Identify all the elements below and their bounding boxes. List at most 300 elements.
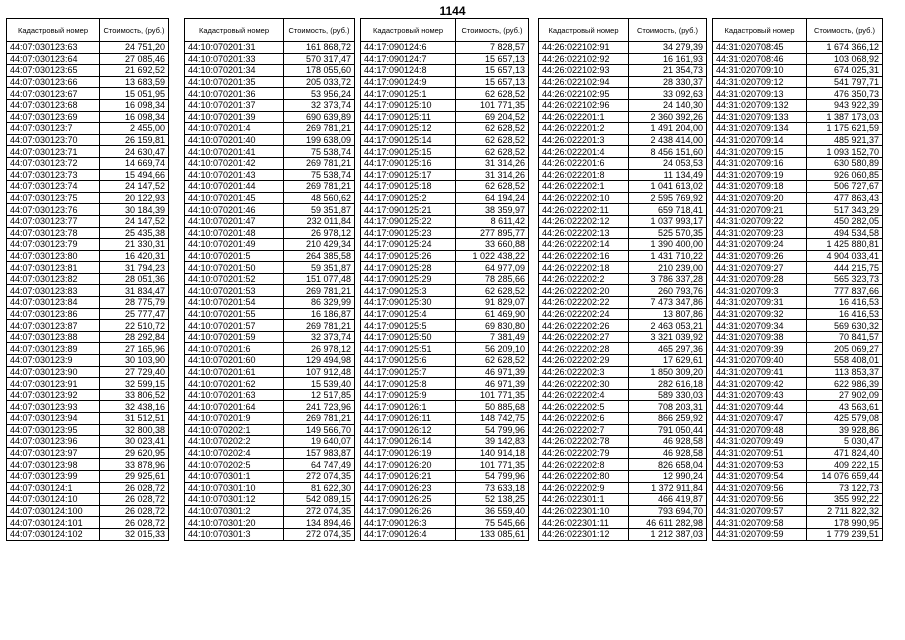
cadastral-number-cell: 44:07:030124:102 <box>7 528 100 540</box>
table-row <box>7 297 169 309</box>
cost-cell: 46 611 282,98 <box>629 517 707 529</box>
cadastral-number-cell: 44:26:022102:95 <box>539 88 629 100</box>
cost-cell: 450 282,05 <box>807 215 883 227</box>
table-row <box>713 378 883 390</box>
table-row <box>7 250 169 262</box>
cost-cell: 444 215,75 <box>807 262 883 274</box>
cost-cell: 29 925,61 <box>100 470 169 482</box>
cost-cell: 277 895,77 <box>456 227 529 239</box>
cadastral-number-cell: 44:31:020709:48 <box>713 424 807 436</box>
table-row <box>185 378 355 390</box>
cost-cell: 101 771,35 <box>456 99 529 111</box>
table-row <box>185 181 355 193</box>
table-row <box>361 53 529 65</box>
cadastral-number-cell: 44:10:070301:12 <box>185 494 284 506</box>
cost-cell: 27 902,09 <box>807 389 883 401</box>
cost-cell: 1 491 204,00 <box>629 123 707 135</box>
table-row <box>185 355 355 367</box>
cost-cell: 16 420,31 <box>100 250 169 262</box>
cadastral-number-cell: 44:10:070201:53 <box>185 285 284 297</box>
table-row <box>7 413 169 425</box>
table-row <box>713 470 883 482</box>
table-row <box>361 65 529 77</box>
table-header-row <box>539 19 707 42</box>
table-row <box>185 297 355 309</box>
cadastral-number-cell: 44:31:020709:10 <box>713 65 807 77</box>
register-table <box>6 18 169 541</box>
cost-cell: 7 828,57 <box>456 42 529 54</box>
table-row <box>7 88 169 100</box>
table-row <box>539 53 707 65</box>
cost-cell: 708 203,31 <box>629 401 707 413</box>
cadastral-number-cell: 44:17:090126:3 <box>361 517 456 529</box>
cost-cell: 27 085,46 <box>100 53 169 65</box>
table-header-row <box>361 19 529 42</box>
cost-cell: 32 800,38 <box>100 424 169 436</box>
cost-cell: 46 971,39 <box>456 378 529 390</box>
header-cost: Стоимость, (руб.) <box>629 19 707 42</box>
cadastral-number-cell: 44:31:020709:14 <box>713 134 807 146</box>
cost-cell: 56 209,10 <box>456 343 529 355</box>
table-row <box>7 285 169 297</box>
cadastral-number-cell: 44:07:030123:87 <box>7 320 100 332</box>
cost-cell: 5 030,47 <box>807 436 883 448</box>
cadastral-number-cell: 44:26:022202:11 <box>539 204 629 216</box>
cadastral-number-cell: 44:26:022102:92 <box>539 53 629 65</box>
table-row <box>713 482 883 494</box>
cost-cell: 32 373,74 <box>284 99 355 111</box>
cadastral-number-cell: 44:17:090126:23 <box>361 482 456 494</box>
table-row <box>361 436 529 448</box>
cadastral-number-cell: 44:07:030123:95 <box>7 424 100 436</box>
cost-cell: 24 053,53 <box>629 157 707 169</box>
table-row <box>539 42 707 54</box>
cadastral-number-cell: 44:10:070201:33 <box>185 53 284 65</box>
table-row <box>539 413 707 425</box>
table-row <box>361 99 529 111</box>
table-header-row <box>7 19 169 42</box>
cost-cell: 24 630,47 <box>100 146 169 158</box>
register-column-1 <box>6 18 169 541</box>
table-row <box>185 99 355 111</box>
cost-cell: 16 098,34 <box>100 111 169 123</box>
table-row <box>7 239 169 251</box>
cadastral-number-cell: 44:26:022202:14 <box>539 239 629 251</box>
table-row <box>539 99 707 111</box>
cadastral-number-cell: 44:17:090126:21 <box>361 470 456 482</box>
cost-cell: 149 566,70 <box>284 424 355 436</box>
cadastral-number-cell: 44:10:070201:4 <box>185 123 284 135</box>
cost-cell: 28 775,79 <box>100 297 169 309</box>
table-row <box>185 53 355 65</box>
table-row <box>361 111 529 123</box>
cadastral-number-cell: 44:26:022201:8 <box>539 169 629 181</box>
table-row <box>539 169 707 181</box>
cost-cell: 355 992,22 <box>807 494 883 506</box>
cost-cell: 178 055,60 <box>284 65 355 77</box>
table-row <box>361 494 529 506</box>
table-row <box>713 528 883 540</box>
cost-cell: 1 175 621,59 <box>807 123 883 135</box>
table-row <box>361 134 529 146</box>
cadastral-number-cell: 44:07:030123:88 <box>7 331 100 343</box>
cost-cell: 62 628,52 <box>456 134 529 146</box>
register-column-4 <box>538 18 707 541</box>
cadastral-number-cell: 44:31:020709:18 <box>713 181 807 193</box>
table-row <box>185 192 355 204</box>
cost-cell: 134 894,46 <box>284 517 355 529</box>
cadastral-number-cell: 44:26:022202:78 <box>539 436 629 448</box>
cost-cell: 129 494,98 <box>284 355 355 367</box>
cadastral-number-cell: 44:10:070201:63 <box>185 389 284 401</box>
cadastral-number-cell: 44:26:022202:27 <box>539 331 629 343</box>
cadastral-number-cell: 44:26:022202:5 <box>539 401 629 413</box>
cost-cell: 21 692,52 <box>100 65 169 77</box>
cost-cell: 28 330,37 <box>629 76 707 88</box>
cadastral-number-cell: 44:07:030123:69 <box>7 111 100 123</box>
header-cadastral-number: Кадастровый номер <box>539 19 629 42</box>
cost-cell: 1 850 309,20 <box>629 366 707 378</box>
table-row <box>713 42 883 54</box>
cadastral-number-cell: 44:31:020709:13 <box>713 88 807 100</box>
table-row <box>7 204 169 216</box>
cost-cell: 674 025,31 <box>807 65 883 77</box>
cost-cell: 140 914,18 <box>456 447 529 459</box>
cadastral-number-cell: 44:17:090125:29 <box>361 273 456 285</box>
cadastral-number-cell: 44:10:070201:42 <box>185 157 284 169</box>
table-row <box>185 389 355 401</box>
cost-cell: 1 022 438,22 <box>456 250 529 262</box>
cost-cell: 61 469,90 <box>456 308 529 320</box>
table-row <box>539 297 707 309</box>
table-row <box>539 505 707 517</box>
cadastral-number-cell: 44:10:070201:37 <box>185 99 284 111</box>
table-row <box>539 517 707 529</box>
cost-cell: 269 781,21 <box>284 413 355 425</box>
table-row <box>713 88 883 100</box>
cost-cell: 269 781,21 <box>284 157 355 169</box>
cost-cell: 30 103,90 <box>100 355 169 367</box>
cadastral-number-cell: 44:10:070201:6 <box>185 343 284 355</box>
header-cost: Стоимость, (руб.) <box>284 19 355 42</box>
header-cadastral-number: Кадастровый номер <box>185 19 284 42</box>
cadastral-number-cell: 44:07:030123:75 <box>7 192 100 204</box>
cadastral-number-cell: 44:17:090125:8 <box>361 378 456 390</box>
table-row <box>7 111 169 123</box>
cadastral-number-cell: 44:07:030123:76 <box>7 204 100 216</box>
table-row <box>185 285 355 297</box>
table-row <box>539 111 707 123</box>
table-row <box>539 227 707 239</box>
cost-cell: 86 329,99 <box>284 297 355 309</box>
cadastral-number-cell: 44:26:022301:12 <box>539 528 629 540</box>
header-cost: Стоимость, (руб.) <box>807 19 883 42</box>
table-row <box>185 169 355 181</box>
cost-cell: 62 628,52 <box>456 285 529 297</box>
cadastral-number-cell: 44:10:070201:45 <box>185 192 284 204</box>
cost-cell: 269 781,21 <box>284 320 355 332</box>
cadastral-number-cell: 44:10:070301:3 <box>185 528 284 540</box>
cost-cell: 1 037 993,17 <box>629 215 707 227</box>
cadastral-number-cell: 44:26:022201:2 <box>539 123 629 135</box>
cost-cell: 30 023,41 <box>100 436 169 448</box>
table-row <box>539 134 707 146</box>
cadastral-number-cell: 44:07:030123:94 <box>7 413 100 425</box>
cadastral-number-cell: 44:26:022102:96 <box>539 99 629 111</box>
table-row <box>539 76 707 88</box>
table-row <box>539 482 707 494</box>
cadastral-number-cell: 44:07:030123:84 <box>7 297 100 309</box>
table-row <box>361 470 529 482</box>
cadastral-number-cell: 44:10:070201:54 <box>185 297 284 309</box>
cost-cell: 73 122,73 <box>807 482 883 494</box>
cadastral-number-cell: 44:10:070301:20 <box>185 517 284 529</box>
table-row <box>361 528 529 540</box>
cost-cell: 62 628,52 <box>456 88 529 100</box>
cadastral-number-cell: 44:10:070301:10 <box>185 482 284 494</box>
table-row <box>539 146 707 158</box>
cadastral-number-cell: 44:17:090124:6 <box>361 42 456 54</box>
cadastral-number-cell: 44:10:070201:34 <box>185 65 284 77</box>
table-row <box>539 88 707 100</box>
cost-cell: 485 921,37 <box>807 134 883 146</box>
table-row <box>7 42 169 54</box>
cost-cell: 15 657,13 <box>456 53 529 65</box>
table-row <box>185 123 355 135</box>
cost-cell: 75 545,66 <box>456 517 529 529</box>
cadastral-number-cell: 44:26:022102:94 <box>539 76 629 88</box>
table-row <box>713 169 883 181</box>
table-row <box>7 65 169 77</box>
table-row <box>361 273 529 285</box>
cadastral-number-cell: 44:10:070201:47 <box>185 215 284 227</box>
cadastral-number-cell: 44:17:090126:14 <box>361 436 456 448</box>
table-row <box>361 366 529 378</box>
table-row <box>185 65 355 77</box>
table-row <box>7 528 169 540</box>
table-row <box>361 204 529 216</box>
table-row <box>7 331 169 343</box>
table-row <box>361 169 529 181</box>
cadastral-number-cell: 44:26:022202:7 <box>539 424 629 436</box>
table-row <box>361 447 529 459</box>
table-row <box>7 366 169 378</box>
cost-cell: 26 028,72 <box>100 482 169 494</box>
table-row <box>185 42 355 54</box>
cadastral-number-cell: 44:26:022202:26 <box>539 320 629 332</box>
cost-cell: 477 863,43 <box>807 192 883 204</box>
cadastral-number-cell: 44:10:070201:31 <box>185 42 284 54</box>
cost-cell: 31 512,51 <box>100 413 169 425</box>
cost-cell: 26 978,12 <box>284 227 355 239</box>
table-row <box>539 250 707 262</box>
table-row <box>713 215 883 227</box>
cost-cell: 14 076 659,44 <box>807 470 883 482</box>
table-row <box>361 355 529 367</box>
cost-cell: 16 098,34 <box>100 99 169 111</box>
cadastral-number-cell: 44:26:022202:30 <box>539 378 629 390</box>
table-row <box>539 262 707 274</box>
cost-cell: 81 622,30 <box>284 482 355 494</box>
cost-cell: 4 904 033,41 <box>807 250 883 262</box>
table-row <box>7 192 169 204</box>
cadastral-number-cell: 44:07:030123:70 <box>7 134 100 146</box>
cost-cell: 22 510,72 <box>100 320 169 332</box>
table-row <box>713 99 883 111</box>
cadastral-number-cell: 44:10:070201:46 <box>185 204 284 216</box>
cadastral-number-cell: 44:07:030123:7 <box>7 123 100 135</box>
cost-cell: 13 807,86 <box>629 308 707 320</box>
table-row <box>7 76 169 88</box>
table-row <box>361 88 529 100</box>
cost-cell: 630 580,89 <box>807 157 883 169</box>
cadastral-number-cell: 44:17:090125:7 <box>361 366 456 378</box>
cadastral-number-cell: 44:26:022301:10 <box>539 505 629 517</box>
cost-cell: 46 928,58 <box>629 436 707 448</box>
cadastral-number-cell: 44:10:070202:2 <box>185 436 284 448</box>
cost-cell: 59 351,87 <box>284 262 355 274</box>
table-row <box>7 343 169 355</box>
table-row <box>361 285 529 297</box>
cadastral-number-cell: 44:10:070201:55 <box>185 308 284 320</box>
cadastral-number-cell: 44:07:030124:1 <box>7 482 100 494</box>
cadastral-number-cell: 44:31:020709:34 <box>713 320 807 332</box>
cost-cell: 33 660,88 <box>456 239 529 251</box>
cost-cell: 2 360 392,26 <box>629 111 707 123</box>
table-row <box>361 42 529 54</box>
table-row <box>361 505 529 517</box>
table-row <box>361 146 529 158</box>
cost-cell: 64 747,49 <box>284 459 355 471</box>
cadastral-number-cell: 44:26:022202:3 <box>539 366 629 378</box>
cost-cell: 26 028,72 <box>100 517 169 529</box>
cadastral-number-cell: 44:31:020709:12 <box>713 76 807 88</box>
table-row <box>185 204 355 216</box>
cadastral-number-cell: 44:26:022202:12 <box>539 215 629 227</box>
cadastral-number-cell: 44:07:030124:10 <box>7 494 100 506</box>
cadastral-number-cell: 44:31:020709:39 <box>713 343 807 355</box>
table-row <box>539 65 707 77</box>
table-row <box>185 250 355 262</box>
cost-cell: 24 140,30 <box>629 99 707 111</box>
cadastral-number-cell: 44:07:030123:86 <box>7 308 100 320</box>
table-row <box>713 134 883 146</box>
cost-cell: 425 579,08 <box>807 413 883 425</box>
cadastral-number-cell: 44:10:070201:39 <box>185 111 284 123</box>
cadastral-number-cell: 44:10:070201:48 <box>185 227 284 239</box>
cadastral-number-cell: 44:07:030123:97 <box>7 447 100 459</box>
cadastral-number-cell: 44:26:022202:4 <box>539 389 629 401</box>
cost-cell: 16 416,53 <box>807 308 883 320</box>
cost-cell: 26 028,72 <box>100 494 169 506</box>
cadastral-number-cell: 44:31:020709:22 <box>713 215 807 227</box>
cost-cell: 26 028,72 <box>100 505 169 517</box>
cost-cell: 48 560,62 <box>284 192 355 204</box>
table-row <box>185 482 355 494</box>
table-row <box>361 192 529 204</box>
cadastral-number-cell: 44:17:090125:5 <box>361 320 456 332</box>
table-row <box>361 343 529 355</box>
cadastral-number-cell: 44:07:030123:73 <box>7 169 100 181</box>
cost-cell: 2 455,00 <box>100 123 169 135</box>
cost-cell: 11 134,49 <box>629 169 707 181</box>
table-row <box>7 320 169 332</box>
cost-cell: 46 928,58 <box>629 447 707 459</box>
cost-cell: 19 640,07 <box>284 436 355 448</box>
table-row <box>361 76 529 88</box>
cost-cell: 64 194,24 <box>456 192 529 204</box>
cadastral-number-cell: 44:17:090125:30 <box>361 297 456 309</box>
table-header-row <box>185 19 355 42</box>
table-row <box>539 470 707 482</box>
cadastral-number-cell: 44:17:090125:6 <box>361 355 456 367</box>
cost-cell: 32 599,15 <box>100 378 169 390</box>
table-row <box>539 123 707 135</box>
cost-cell: 791 050,44 <box>629 424 707 436</box>
cadastral-number-cell: 44:26:022201:3 <box>539 134 629 146</box>
table-row <box>361 157 529 169</box>
cost-cell: 264 385,58 <box>284 250 355 262</box>
table-row <box>7 447 169 459</box>
table-row <box>713 204 883 216</box>
cost-cell: 1 390 400,00 <box>629 239 707 251</box>
cadastral-number-cell: 44:07:030123:66 <box>7 76 100 88</box>
cost-cell: 1 425 880,81 <box>807 239 883 251</box>
cadastral-number-cell: 44:17:090125:11 <box>361 111 456 123</box>
cadastral-number-cell: 44:10:070301:2 <box>185 505 284 517</box>
cost-cell: 54 799,96 <box>456 424 529 436</box>
cost-cell: 269 781,21 <box>284 123 355 135</box>
table-row <box>185 424 355 436</box>
cadastral-number-cell: 44:10:070201:59 <box>185 331 284 343</box>
cost-cell: 1 779 239,51 <box>807 528 883 540</box>
cost-cell: 113 853,37 <box>807 366 883 378</box>
cadastral-number-cell: 44:17:090124:8 <box>361 65 456 77</box>
cadastral-number-cell: 44:31:020709:57 <box>713 505 807 517</box>
cadastral-number-cell: 44:26:022202:16 <box>539 250 629 262</box>
cost-cell: 33 092,63 <box>629 88 707 100</box>
cadastral-number-cell: 44:31:020709:56 <box>713 482 807 494</box>
table-row <box>185 331 355 343</box>
table-row <box>7 482 169 494</box>
cost-cell: 589 330,03 <box>629 389 707 401</box>
header-cost: Стоимость, (руб.) <box>456 19 529 42</box>
cost-cell: 272 074,35 <box>284 470 355 482</box>
table-header-row <box>713 19 883 42</box>
table-row <box>713 250 883 262</box>
table-row <box>539 401 707 413</box>
cadastral-number-cell: 44:07:030123:72 <box>7 157 100 169</box>
header-cadastral-number: Кадастровый номер <box>361 19 456 42</box>
cost-cell: 62 628,52 <box>456 123 529 135</box>
cost-cell: 7 381,49 <box>456 331 529 343</box>
cost-cell: 21 354,73 <box>629 65 707 77</box>
cost-cell: 28 292,84 <box>100 331 169 343</box>
cadastral-number-cell: 44:07:030123:9 <box>7 355 100 367</box>
cost-cell: 260 793,76 <box>629 285 707 297</box>
cost-cell: 15 539,40 <box>284 378 355 390</box>
table-row <box>713 436 883 448</box>
cadastral-number-cell: 44:07:030123:68 <box>7 99 100 111</box>
table-row <box>185 517 355 529</box>
cadastral-number-cell: 44:26:022202:6 <box>539 413 629 425</box>
table-row <box>7 227 169 239</box>
cadastral-number-cell: 44:17:090125:50 <box>361 331 456 343</box>
cadastral-number-cell: 44:31:020709:53 <box>713 459 807 471</box>
table-row <box>713 65 883 77</box>
cadastral-number-cell: 44:31:020709:23 <box>713 227 807 239</box>
cost-cell: 26 978,12 <box>284 343 355 355</box>
